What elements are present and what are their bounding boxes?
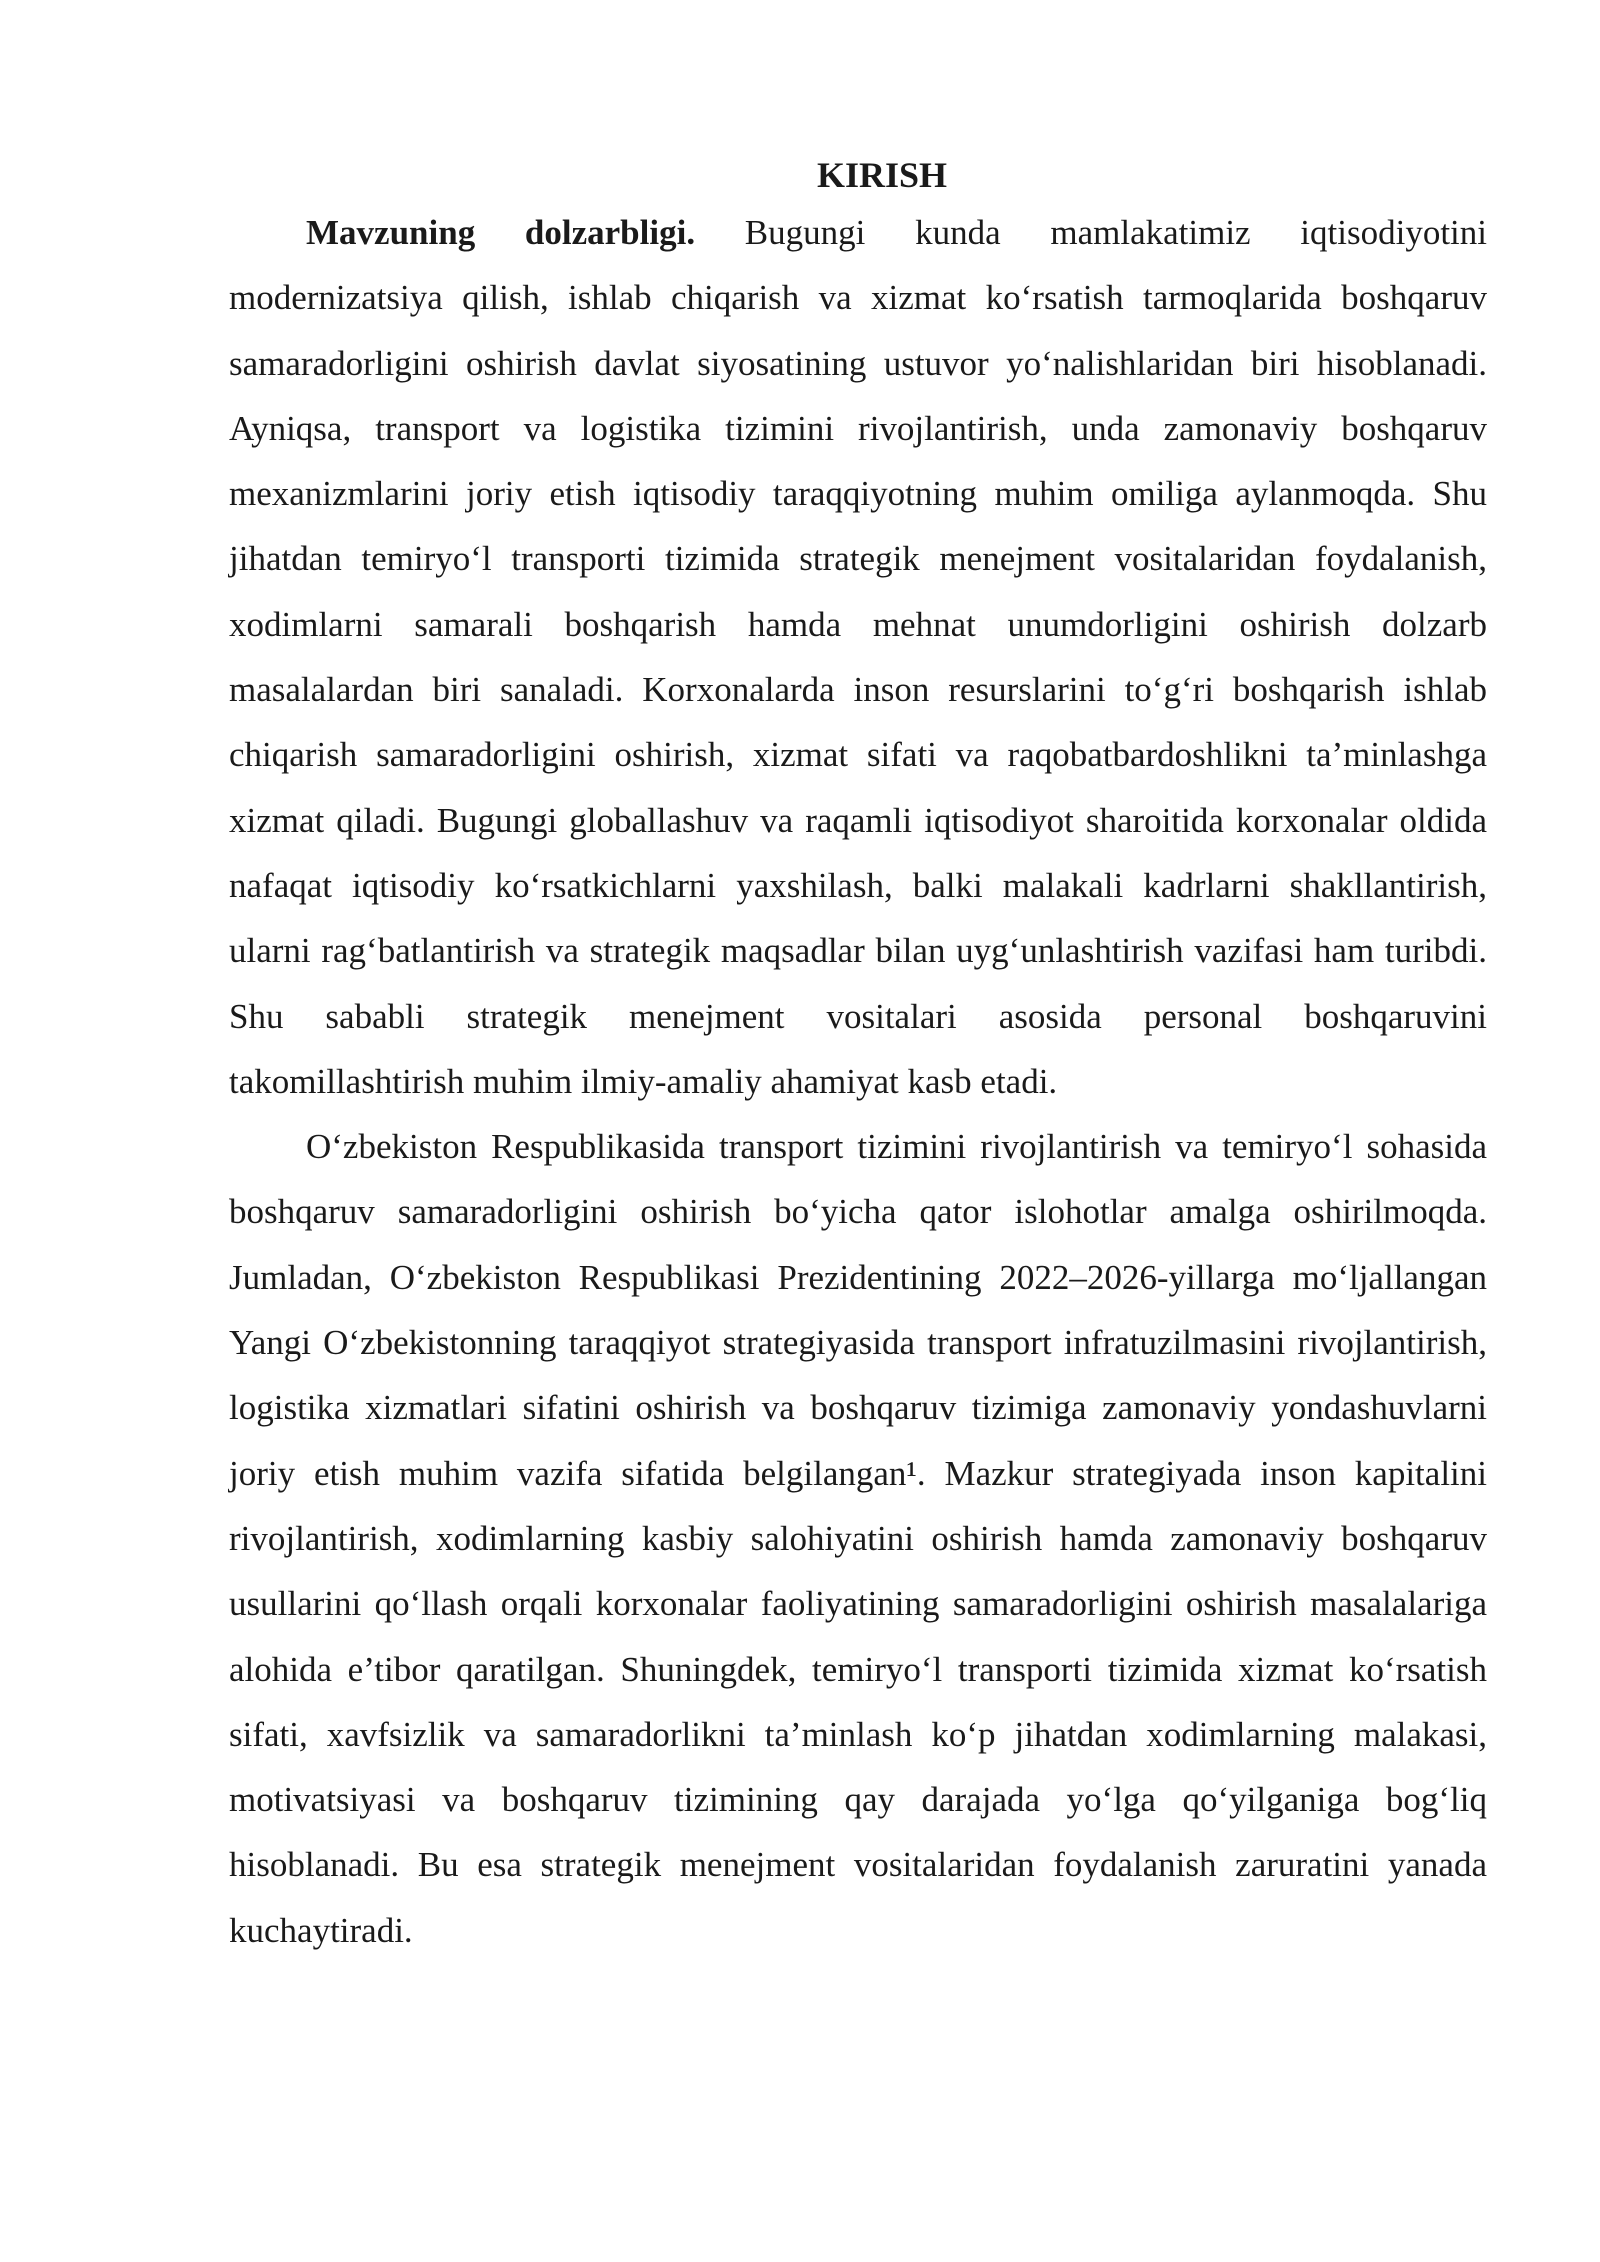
section-title: KIRISH	[816, 155, 948, 195]
paragraph-reforms: O‘zbekiston Respublikasida transport tizimini rivojlantirish va temiryo‘l sohasida boshqaruv samaradorligini oshirish bo‘yicha qator islohotlar amalga oshirilmoqda. Jumladan, O‘zbekiston Respublikasi Prezidentining 2022–2026-yillarga mo‘ljallangan Yangi O‘zbekistonning taraqqiyot strategiyasida transport infratuzilmasini rivojlantirish, logistika xizmatlari sifatini oshirish va boshqaruv tizimiga zamonaviy yondashuvlarni joriy etish muhim vazifa sifatida belgilangan¹. Mazkur strategiyada inson kapitalini rivojlantirish, xodimlarning kasbiy salohiyatini oshirish hamda zamonaviy boshqaruv usullarini qo‘llash orqali korxonalar faoliyatining samaradorligini oshirish masalalariga alohida e’tibor qaratilgan. Shuningdek, temiryo‘l transporti tizimida xizmat ko‘rsatish sifati, xavfsizlik va samaradorlikni ta’minlash ko‘p jihatdan xodimlarning malakasi, motivatsiyasi va boshqaruv tizimining qay darajada yo‘lga qo‘yilganiga bog‘liq hisoblanadi. Bu esa strategik menejment vositalaridan foydalanish zaruratini yanada kuchaytiradi.	[229, 1127, 1487, 1950]
paragraph-lead: Mavzuning dolzarbligi.	[306, 213, 696, 252]
paragraph-relevance	[229, 200, 1487, 1114]
document-body	[229, 150, 1487, 1963]
paragraph-text: Bugungi kunda mamlakatimiz iqtisodiyotini modernizatsiya qilish, ishlab chiqarish va xizmat ko‘rsatish tarmoqlarida boshqaruv samaradorligini oshirish davlat siyosatining ustuvor yo‘nalishlaridan biri hisoblanadi. Ayniqsa, transport va logistika tizimini rivojlantirish, unda zamonaviy boshqaruv mexanizmlarini joriy etish iqtisodiy taraqqiyotning muhim omiliga aylanmoqda. Shu jihatdan temiryo‘l transporti tizimida strategik menejment vositalaridan foydalanish, xodimlarni samarali boshqarish hamda mehnat unumdorligini oshirish dolzarb masalalardan biri sanaladi. Korxonalarda inson resurslarini to‘g‘ri boshqarish ishlab chiqarish samaradorligini oshirish, xizmat sifati va raqobatbardoshlikni ta’minlashga xizmat qiladi. Bugungi globallashuv va raqamli iqtisodiyot sharoitida korxonalar oldida nafaqat iqtisodiy ko‘rsatkichlarni yaxshilash, balki malakali kadrlarni shakllantirish, ularni rag‘batlantirish va strategik maqsadlar bilan uyg‘unlashtirish vazifasi ham turibdi. Shu sababli strategik menejment vositalari asosida personal boshqaruvini takomillashtirish muhim ilmiy-amaliy ahamiyat kasb etadi.	[229, 213, 1487, 1101]
